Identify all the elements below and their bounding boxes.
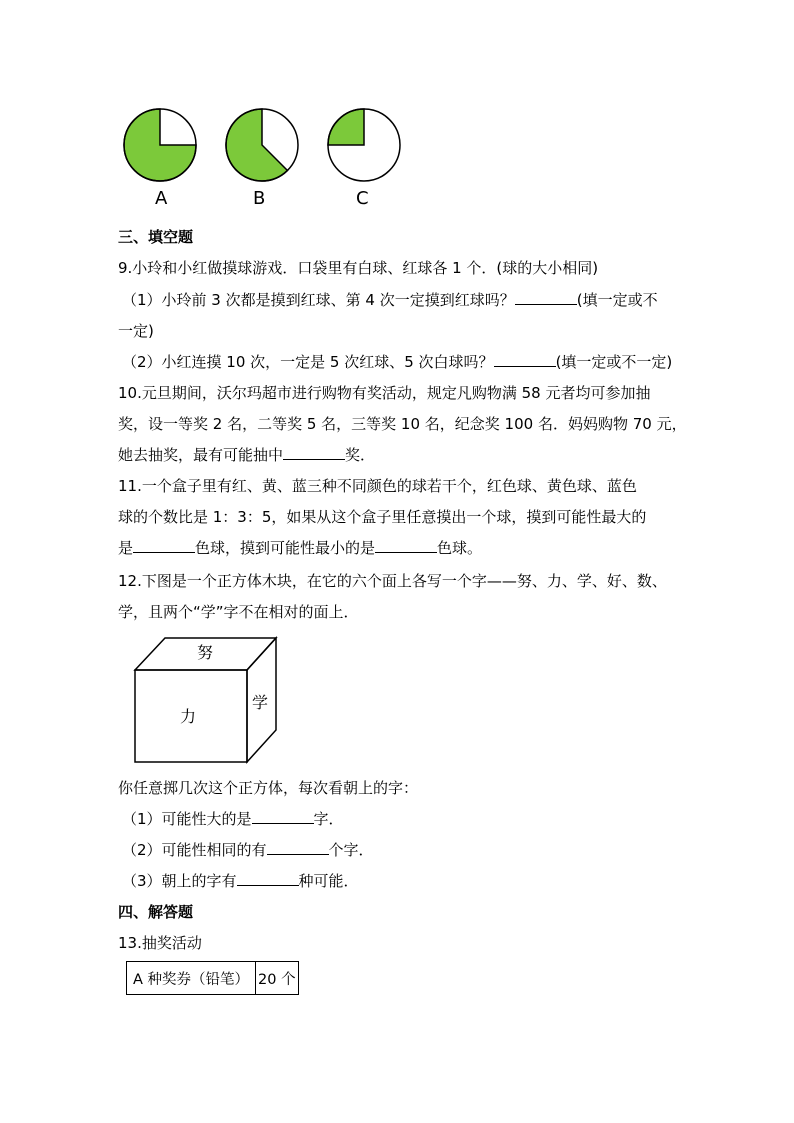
pie-label-b: B bbox=[253, 188, 266, 209]
answer-blank[interactable] bbox=[283, 445, 345, 460]
q12-part1: （1）可能性大的是 字． bbox=[122, 810, 344, 828]
table-row bbox=[127, 962, 299, 995]
q12-line2: 学，且两个“学”字不在相对的面上． bbox=[118, 603, 359, 621]
q12-part3: （3）朝上的字有 种可能． bbox=[122, 872, 359, 890]
pie-a bbox=[124, 109, 196, 181]
section-heading-fill-blank: 三、填空题 bbox=[118, 228, 194, 246]
pie-label-a: A bbox=[155, 188, 168, 209]
answer-blank[interactable] bbox=[494, 352, 556, 367]
q11-line1: 11.一个盒子里有红、黄、蓝三种不同颜色的球若干个，红色球、黄色球、蓝色 bbox=[118, 477, 637, 495]
q9-part1-cont: 一定) bbox=[118, 322, 154, 340]
table-cell: 20 个 bbox=[256, 962, 299, 995]
q10-line1: 10.元旦期间，沃尔玛超市进行购物有奖活动，规定凡购物满 58 元者均可参加抽 bbox=[118, 384, 651, 402]
pie-c bbox=[328, 109, 400, 181]
q9-stem: 9.小玲和小红做摸球游戏．口袋里有白球、红球各 1 个．(球的大小相同) bbox=[118, 259, 599, 277]
q11-line2: 球的个数比是 1：3：5，如果从这个盒子里任意摸出一个球，摸到可能性最大的 bbox=[118, 508, 647, 526]
q12-line1: 12.下图是一个正方体木块，在它的六个面上各写一个字——努、力、学、好、数、 bbox=[118, 572, 667, 590]
q10-line3: 她去抽奖，最有可能抽中 奖． bbox=[118, 446, 376, 464]
q9-part2: （2）小红连摸 10 次，一定是 5 次红球、5 次白球吗？ (填一定或不一定) bbox=[122, 353, 673, 371]
cube-top-face-text: 努 bbox=[197, 643, 214, 662]
table-cell: A 种奖券（铅笔） bbox=[127, 962, 256, 995]
q9-part1: （1）小玲前 3 次都是摸到红球、第 4 次一定摸到红球吗？ (填一定或不 bbox=[122, 291, 658, 309]
answer-blank[interactable] bbox=[133, 538, 195, 553]
cube-front-face-text: 力 bbox=[180, 707, 197, 726]
answer-blank[interactable] bbox=[237, 871, 299, 886]
q12-part2: （2）可能性相同的有 个字． bbox=[122, 841, 374, 859]
answer-blank[interactable] bbox=[375, 538, 437, 553]
q13-title: 13.抽奖活动 bbox=[118, 934, 202, 952]
answer-blank[interactable] bbox=[267, 840, 329, 855]
award-table bbox=[126, 961, 299, 995]
cube-side-face-text: 学 bbox=[252, 693, 269, 712]
pie-figures bbox=[110, 100, 410, 190]
pie-label-c: C bbox=[356, 188, 369, 209]
q11-line3: 是 色球，摸到可能性最小的是 色球。 bbox=[118, 539, 483, 557]
q12-line3: 你任意掷几次这个正方体，每次看朝上的字： bbox=[118, 779, 419, 797]
q10-line2: 奖，设一等奖 2 名，二等奖 5 名，三等奖 10 名，纪念奖 100 名．妈妈购物 70 元， bbox=[118, 415, 687, 433]
answer-blank[interactable] bbox=[252, 809, 314, 824]
answer-blank[interactable] bbox=[515, 290, 577, 305]
pie-b bbox=[226, 109, 298, 181]
section-heading-answer: 四、解答题 bbox=[118, 903, 194, 921]
